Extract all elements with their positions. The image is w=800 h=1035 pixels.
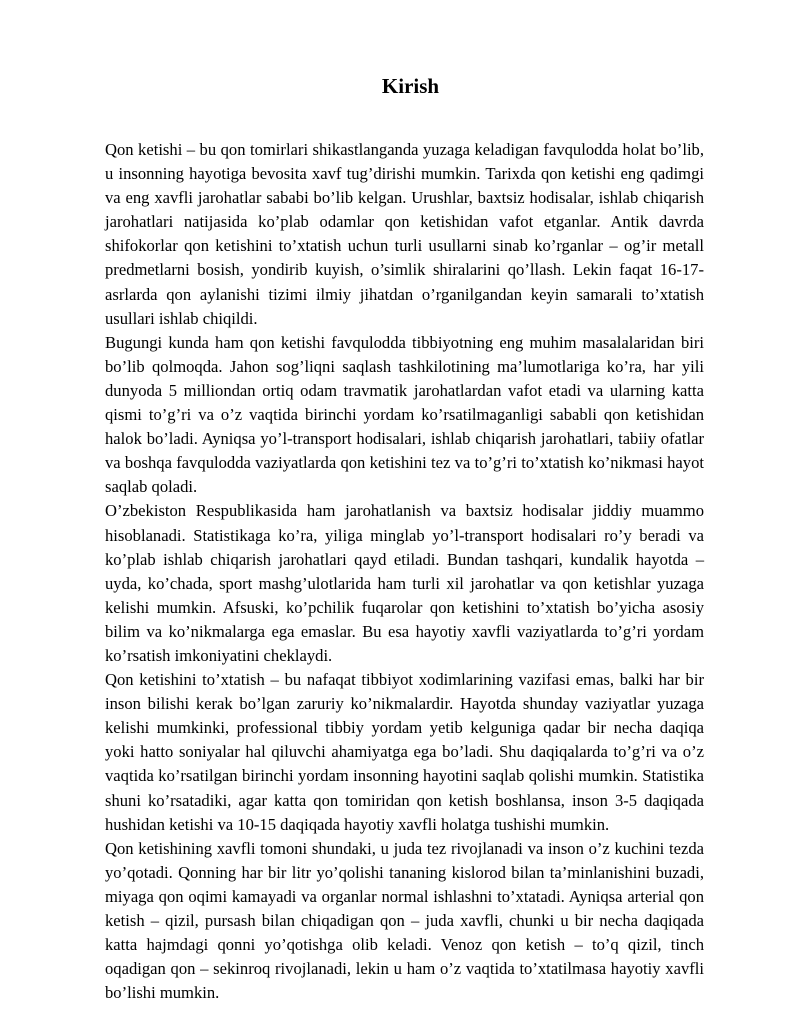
page-title: Kirish <box>381 74 440 98</box>
paragraph-3: O’zbekiston Respublikasida ham jarohatlanish va baxtsiz hodisalar jiddiy muammo hisoblanadi. Statistikaga ko’ra, yiliga minglab yo’l-transport hodisalari ro’y beradi va ko’plab ishlab chiqarish jarohatlari qayd etiladi. Bundan tashqari, kundalik hayotda – uyda, ko’chada, sport mashg’ulotlarida ham turli xil jarohatlar va qon ketishlar yuzaga kelishi mumkin. Afsuski, ko’pchilik fuqarolar qon ketishini to’xtatish bo’yicha asosiy bilim va ko’nikmalarga ega emaslar. Bu esa hayotiy xavfli vaziyatlarda to’g’ri yordam ko’rsatish imkoniyatini cheklaydi. <box>105 501 704 665</box>
paragraph-2: Bugungi kunda ham qon ketishi favqulodda tibbiyotning eng muhim masalalaridan biri bo’lib qolmoqda. Jahon sog’liqni saqlash tashkilotining ma’lumotlariga ko’ra, har yili dunyoda 5 milliondan ortiq odam travmatik jarohatlardan vafot etadi va ularning katta qismi to’g’ri va o’z vaqtida birinchi yordam ko’rsatilmaganligi sababli qon ketishidan halok bo’ladi. Ayniqsa yo’l-transport hodisalari, ishlab chiqarish jarohatlari, tabiiy ofatlar va boshqa favqulodda vaziyatlarda qon ketishini tez va to’g’ri to’xtatish ko’nikmasi hayot saqlab qoladi. <box>105 332 704 497</box>
paragraph-5: Qon ketishining xavfli tomoni shundaki, u juda tez rivojlanadi va inson o’z kuchini tezda yo’qotadi. Qonning har bir litr yo’qolishi tananing kislorod bilan ta’minlanishini buzadi, miyaga qon oqimi kamayadi va organlar normal ishlashni to’xtatadi. Ayniqsa arterial qon ketish – qizil, pursash bilan chiqadigan qon – juda xavfli, chunki u bir necha daqiqada katta hajmdagi qonni yo’qotishga olib keladi. Venoz qon ketish – to’q qizil, tinch oqadigan qon – sekinroq rivojlanadi, lekin u ham o’z vaqtida to’xtatilmasa hayotiy xavfli bo’lishi mumkin. <box>105 838 704 1003</box>
paragraph-1: Qon ketishi – bu qon tomirlari shikastlanganda yuzaga keladigan favqulodda holat bo’lib, u insonning hayotiga bevosita xavf tug’dirishi mumkin. Tarixda qon ketishi eng qadimgi va eng xavfli jarohatlar sababi bo’lib kelgan. Urushlar, baxtsiz hodisalar, ishlab chiqarish jarohatlari natijasida ko’plab odamlar qon ketishidan vafot etganlar. Antik davrda shifokorlar qon ketishini to’xtatish uchun turli usullarni sinab ko’rganlar – og’ir metall predmetlarni bosish, yondirib kuyish, o’simlik shiralarini qo’llash. Lekin faqat 16-17-asrlarda qon aylanishi tizimi ilmiy jihatdan o’rganilgandan keyin samarali to’xtatish usullari ishlab chiqildi. <box>105 140 704 328</box>
paragraph-4: Qon ketishini to’xtatish – bu nafaqat tibbiyot xodimlarining vazifasi emas, balki har bir inson bilishi kerak bo’lgan zaruriy ko’nikmalardir. Hayotda shunday vaziyatlar yuzaga kelishi mumkinki, professional tibbiy yordam yetib kelguniga qadar bir necha daqiqa yoki hatto soniyalar hal qiluvchi ahamiyatga ega bo’ladi. Shu daqiqalarda to’g’ri va o’z vaqtida ko’rsatilgan birinchi yordam insonning hayotini saqlab qolishi mumkin. Statistika shuni ko’rsatadiki, agar katta qon tomiridan qon ketish boshlansa, inson 3-5 daqiqada hushidan ketishi va 10-15 daqiqada hayotiy xavfli holatga tushishi mumkin. <box>105 670 704 834</box>
